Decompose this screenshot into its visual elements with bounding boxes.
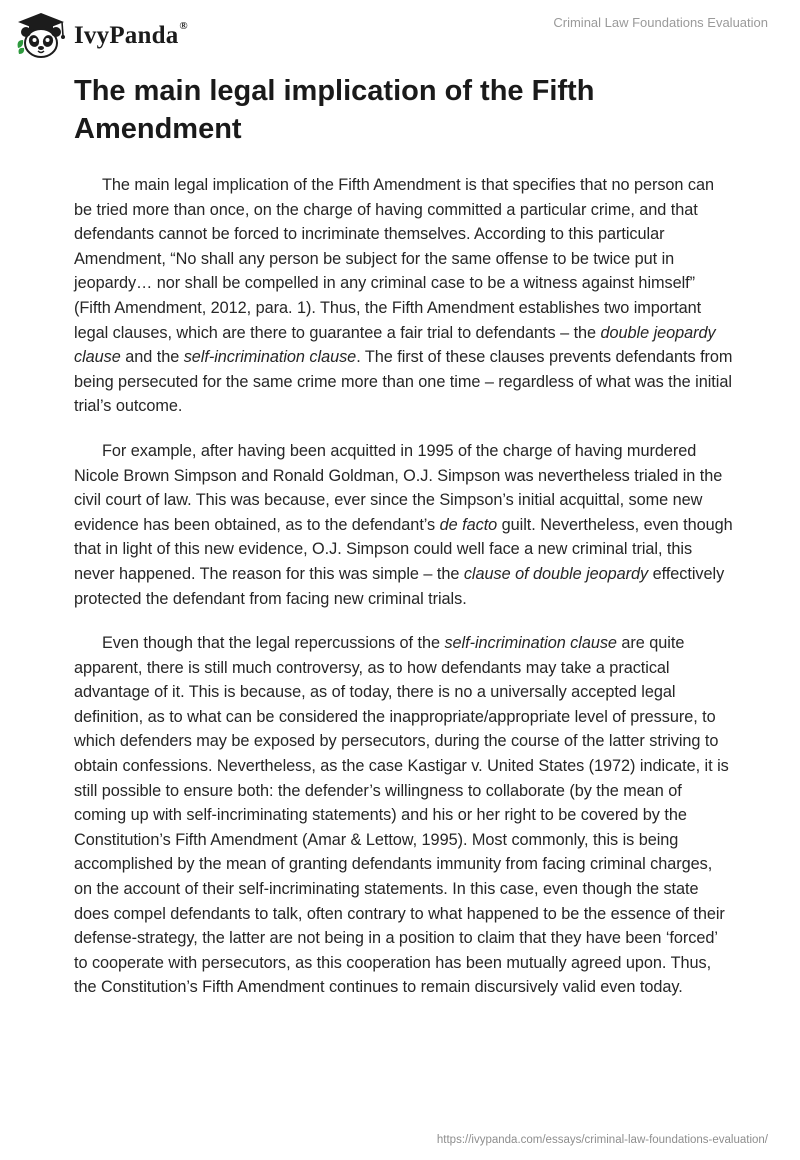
text-run: are quite apparent, there is still much controversy, as to how defendants may take a practical advantage of it. This is because, as of today, there is no a universally accepted legal definition, as to what can be considered the inappropriate/appropriate level of pressure, to which defenders may be exposed by persecutors, during the course of the latter striving to obtain confessions. Nevertheless, as the case Kastigar v. United States (1972) indicate, it is still possible to ensure both: the defender’s willingness to collaborate (by the mean of coming up with self-incriminating statements) and his or her right to be covered by the Constitution’s Fifth Amendment (Amar & Lettow, 1995). Most commonly, this is being accomplished by the mean of granting defendants immunity from facing criminal charges, on the account of their self-incriminating statements. In this case, even though the state does compel defendants to talk, often contrary to what happened to be the essence of their defense-strategy, the latter are not being in a position to claim that they have been ‘forced’ to cooperate with persecutors, as this cooperation has been mutually agreed upon. Thus, the Constitution’s Fifth Amendment continues to remain discursively valid even today.: [74, 634, 729, 997]
italic-term: clause of double jeopardy: [463, 564, 649, 583]
text-run: and the: [120, 348, 184, 367]
page-header: [0, 0, 800, 64]
italic-term: self-incrimination clause: [444, 634, 617, 653]
text-run: The main legal implication of the Fifth Amendment is that specifies that no person can be tried more than once, on the charge of having committed a particular crime, and that defendants cannot be forced to incriminate themselves. According to this particular Amendment, “No shall any person be subject for the same offense to be twice put in jeopardy… nor shall be compelled in any criminal case to be a witness against himself” (Fifth Amendment, 2012, para. 1). Thus, the Fifth Amendment establishes two important legal clauses, which are there to guarantee a fair trial to defendants – the: [74, 176, 715, 342]
document-title: Criminal Law Foundations Evaluation: [553, 15, 768, 30]
italic-term: self-incrimination clause: [183, 348, 357, 367]
paragraph: [74, 439, 734, 611]
text-run: . The first of these clauses prevents defendants from being persecuted for the same crime more than one time – regardless of what was the initial trial’s outcome.: [74, 348, 733, 416]
italic-term: de facto: [439, 515, 498, 534]
text-run: guilt. Nevertheless, even though that in light of this new evidence, O.J. Simpson could well face a new criminal trial, this never happened. The reason for this was simple – the: [74, 515, 733, 583]
registered-mark: ®: [179, 20, 188, 32]
paragraph: [74, 173, 734, 419]
text-run: effectively protected the defendant from facing new criminal trials.: [74, 564, 725, 608]
source-url[interactable]: https://ivypanda.com/essays/criminal-law-foundations-evaluation/: [436, 1134, 768, 1146]
article-body: [74, 173, 734, 1020]
section-heading: The main legal implication of the Fifth Amendment: [74, 75, 595, 145]
text-run: For example, after having been acquitted in 1995 of the charge of having murdered Nicole Brown Simpson and Ronald Goldman, O.J. Simpson was nevertheless trialed in the civil court of law. This was because, ever since the Simpson’s initial acquittal, some new evidence has been obtained, as to the defendant’s: [74, 441, 723, 534]
text-run: Even though that the legal repercussions of the: [102, 634, 445, 653]
brand-name: IvyPanda®: [74, 20, 188, 49]
ivypanda-logo[interactable]: [14, 10, 188, 60]
paragraph: [74, 631, 734, 1000]
panda-graduate-logo-icon: [14, 10, 68, 60]
italic-term: double jeopardy clause: [74, 323, 716, 367]
